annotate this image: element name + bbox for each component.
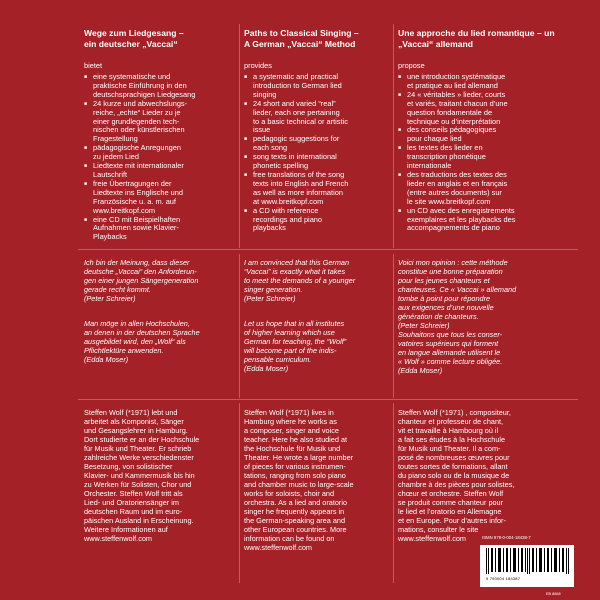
list-item: ■ un CD avec des enregistrements exemplaires et les playbacks des accompagnements de piano bbox=[398, 207, 515, 234]
feature-list bbox=[84, 73, 195, 242]
section-divider bbox=[78, 399, 578, 400]
column-divider bbox=[239, 254, 240, 398]
list-item: ■ pädagogische Anregungen zu jedem Lied bbox=[84, 144, 195, 162]
barcode-bars-icon bbox=[486, 548, 570, 574]
edition-number: EB 8868 bbox=[546, 592, 561, 596]
list-item: ■ 24 kurze und abwechslungs- reiche, „echte“ Lieder zu je einer grundlegenden tech- nischen oder künstlerischen Fragestellung bbox=[84, 100, 195, 145]
list-item: ■ Liedtexte mit internationaler Lautschrift bbox=[84, 162, 195, 180]
list-item: ■ eine systematische und praktische Einführung in den deutschsprachigen Liedgesang bbox=[84, 73, 195, 100]
column-divider bbox=[393, 24, 394, 248]
list-item: ■ a CD with reference recordings and piano playbacks bbox=[244, 207, 348, 234]
column-verb: propose bbox=[398, 61, 425, 70]
list-item: ■ pedagogic suggestions for each song bbox=[244, 135, 348, 153]
list-item: ■ 24 short and varied “real” lieder, each one pertaining to a basic technical or artistic issue bbox=[244, 100, 348, 136]
column-divider bbox=[393, 403, 394, 583]
list-item: ■ song texts in international phonetic spelling bbox=[244, 153, 348, 171]
author-bio: Steffen Wolf (*1971) lives in Hamburg where he works as a composer, singer and voice teacher. Here he also studied at the Hochschule für Musik und Theater. He wrote a large number of pieces for various instrumen- tations, ranging from solo piano and chamber music to large-scale works for soloists, choir and orchestra. As a lied and oratorio singer he frequently appears in the German-speaking area and other European countries. More information can be found on www.steffenwolf.com bbox=[244, 408, 354, 552]
list-item: ■ a systematic and practical introduction to German lied singing bbox=[244, 73, 348, 100]
barcode-number: 9 790004 184387 bbox=[486, 576, 521, 581]
section-divider bbox=[78, 249, 578, 250]
list-item: ■ eine CD mit Beispielhaften Aufnahmen sowie Klavier- Playbacks bbox=[84, 216, 195, 243]
isbn-label: ISMN 979-0-004-18438-7 bbox=[482, 535, 531, 540]
column-divider bbox=[239, 403, 240, 583]
quote-moser: Let us hope that in all institutes of higher learning which use German for teaching, the “Wolf” will become part of the indis- pensable curriculum. (Edda Moser) bbox=[244, 319, 347, 373]
author-bio: Steffen Wolf (*1971) lebt und arbeitet als Komponist, Sänger und Gesangslehrer in Hamburg. Dort studierte er an der Hochschule für Musik und Theater. Er schrieb zahlreiche Werke verschiedenster Besetzung, von solistischer Klavier- und Kammermusik bis hin zu Werken für Solisten, Chor und Orchester. Steffen Wolf tritt als Lied- und Oratoriensänger im deutschen Raum und im euro- päischen Ausland in Erscheinung. Weitere Informationen auf www.steffenwolf.com bbox=[84, 408, 200, 543]
list-item: ■ free translations of the song texts into English and French as well as more information at www.breitkopf.com bbox=[244, 171, 348, 207]
list-item: ■ une introduction systématique et pratique au lied allemand bbox=[398, 73, 515, 91]
author-bio: Steffen Wolf (*1971) , compositeur, chanteur et professeur de chant, vit et travaille à Hambourg où il a fait ses études à la Hochschule für Musik und Theater. Il a com- posé de nombreuses œuvres pour toutes sortes de formations, allant du piano solo ou de la musique de chambre à des pièces pour solistes, chœur et orchestre. Steffen Wolf se produit comme chanteur pour le lied et l’oratorio en Allemagne et en Europe. Pour d’autres infor- mations, consulter le site www.steffenwolf.com bbox=[398, 408, 515, 543]
quote-schreier: Voici mon opinion : cette méthode constitue une bonne préparation pour les jeunes chanteurs et chanteuses. Ce « Vaccai » allemand tombe à point pour répondre aux exigences d’une nouvelle génération de chanteurs. (Peter Schreier) bbox=[398, 258, 517, 330]
column-verb: bietet bbox=[84, 61, 103, 70]
list-item: ■ des conseils pédagogiques pour chaque lied bbox=[398, 126, 515, 144]
quote-moser: Man möge in allen Hochschulen, an denen in der deutschen Sprache ausgebildet wird, den „Wolf“ als Pflichtlektüre anwenden. (Edda Moser) bbox=[84, 319, 200, 364]
quote-moser: Souhaitons que tous les conser- vatoires supérieurs qui forment en langue allemande utilisent le « Wolf » comme lecture obligée. (Edda Moser) bbox=[398, 330, 503, 375]
column-heading: Une approche du lied romantique – un „Vaccai“ allemand bbox=[398, 28, 555, 49]
feature-list bbox=[398, 73, 515, 233]
column-heading: Wege zum Liedgesang – ein deutscher „Vaccai“ bbox=[84, 28, 184, 49]
column-verb: provides bbox=[244, 61, 272, 70]
quote-schreier: Ich bin der Meinung, dass dieser deutsche „Vaccai“ den Anforderun- gen einer jungen Sängergeneration gerade recht kommt. (Peter Schreier) bbox=[84, 258, 199, 303]
column-heading: Paths to Classical Singing – A German „Vaccai“ Method bbox=[244, 28, 359, 49]
list-item: ■ des traductions des textes des lieder en anglais et en français (entre autres documents) sur le site www.breitkopf.com bbox=[398, 171, 515, 207]
list-item: ■ les textes des lieder en transcription phonétique internationale bbox=[398, 144, 515, 171]
list-item: ■ 24 « véritables » lieder, courts et variés, traitant chacun d’une question fondamentale de technique ou d’interprétation bbox=[398, 91, 515, 127]
quote-schreier: I am convinced that this German “Vaccai” is exactly what it takes to meet the demands of a younger singer generation. (Peter Schreier) bbox=[244, 258, 356, 303]
column-divider bbox=[393, 254, 394, 398]
column-divider bbox=[239, 24, 240, 248]
list-item: ■ freie Übertragungen der Liedtexte ins Englische und Französische u. a. m. auf www.breitkopf.com bbox=[84, 180, 195, 216]
feature-list bbox=[244, 73, 348, 233]
